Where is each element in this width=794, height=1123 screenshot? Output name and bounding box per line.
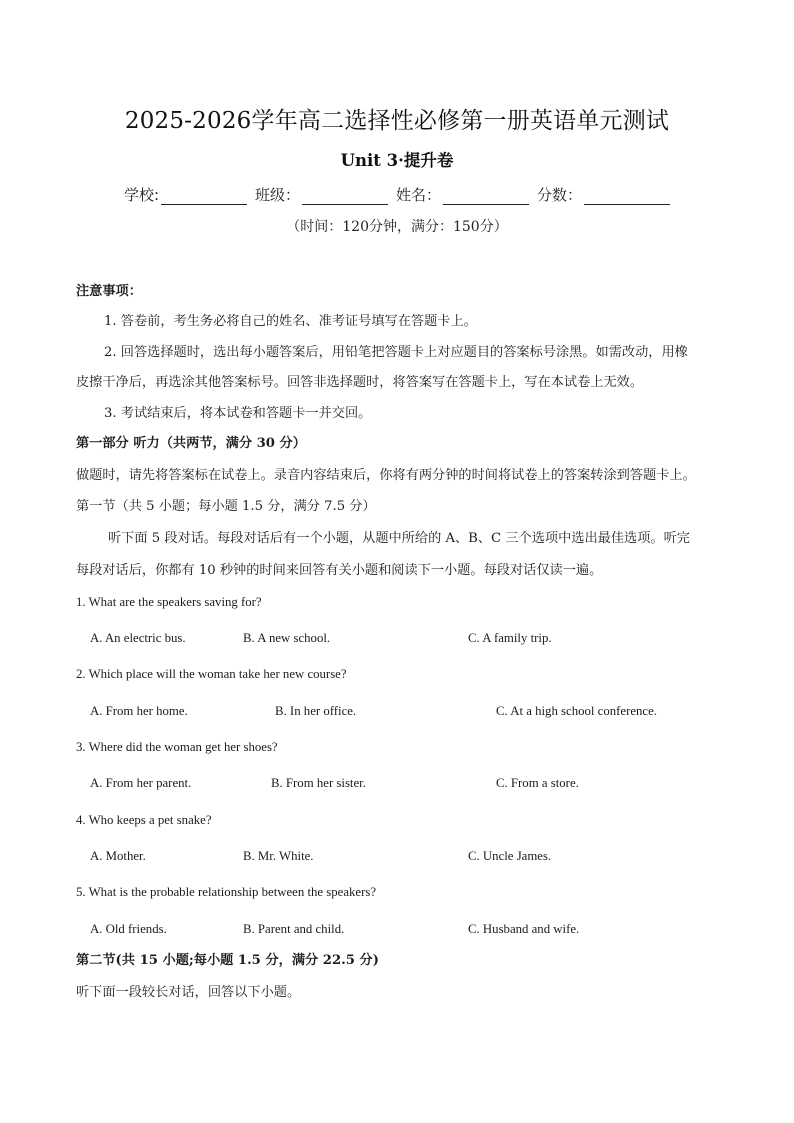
score-label: 分数：	[537, 186, 583, 204]
class-field	[255, 184, 388, 205]
question-2-option-a: A. From her home.	[90, 704, 188, 718]
question-3: 3. Where did the woman get her shoes?	[76, 740, 278, 754]
section2-heading: 第二节(共 15 小题;每小题 1.5 分，满分 22.5 分)	[76, 953, 379, 968]
student-info-row	[0, 184, 794, 205]
page-title: 2025-2026学年高二选择性必修第一册英语单元测试	[124, 108, 670, 134]
school-field	[124, 184, 247, 205]
school-label: 学校:	[123, 186, 159, 204]
question-3-option-c: C. From a store.	[496, 776, 579, 790]
score-field	[537, 184, 670, 205]
name-blank	[443, 187, 529, 205]
score-blank	[584, 187, 670, 205]
question-1-option-a: A. An electric bus.	[90, 631, 186, 645]
question-1: 1. What are the speakers saving for?	[76, 595, 262, 609]
name-field	[396, 184, 529, 205]
section2-intro: 听下面一段较长对话，回答以下小题。	[76, 985, 301, 1000]
question-4-option-c: C. Uncle James.	[468, 849, 552, 863]
page-subtitle: Unit 3·提升卷	[340, 151, 454, 170]
question-3-option-b: B. From her sister.	[271, 776, 366, 790]
notice-item-3: 3. 考试结束后，将本试卷和答题卡一并交回。	[104, 406, 372, 421]
notice-item-2-cont: 皮擦干净后，再选涂其他答案标号。回答非选择题时，将答案写在答题卡上，写在本试卷上无效。	[76, 375, 644, 390]
class-blank	[302, 187, 388, 205]
question-4-option-b: B. Mr. White.	[243, 849, 314, 863]
question-2-option-b: B. In her office.	[275, 704, 357, 718]
time-info: （时间：120分钟，满分：150分）	[286, 219, 508, 235]
notice-item-1: 1. 答卷前，考生务必将自己的姓名、准考证号填写在答题卡上。	[104, 314, 477, 329]
name-label: 姓名：	[396, 186, 442, 204]
question-2: 2. Which place will the woman take her new course?	[76, 667, 347, 681]
question-1-option-b: B. A new school.	[243, 631, 331, 645]
part1-instruction: 做题时，请先将答案标在试卷上。录音内容结束后，你将有两分钟的时间将试卷上的答案转涂到答题卡上。	[76, 468, 696, 483]
question-5: 5. What is the probable relationship between the speakers?	[76, 885, 377, 899]
section1-heading: 第一节（共 5 小题；每小题 1.5 分，满分 7.5 分）	[76, 499, 376, 514]
section1-intro-line1: 听下面 5 段对话。每段对话后有一个小题，从题中所给的 A、B、C 三个选项中选出最佳选项。听完	[108, 531, 690, 546]
question-4-option-a: A. Mother.	[90, 849, 146, 863]
notice-heading: 注意事项：	[76, 284, 142, 299]
part1-heading: 第一部分 听力（共两节，满分 30 分）	[76, 436, 306, 451]
question-5-option-b: B. Parent and child.	[243, 922, 345, 936]
class-label: 班级：	[255, 186, 301, 204]
question-3-option-a: A. From her parent.	[90, 776, 192, 790]
section1-intro-line2: 每段对话后，你都有 10 秒钟的时间来回答有关小题和阅读下一小题。每段对话仅读一遍。	[76, 563, 603, 578]
question-1-option-c: C. A family trip.	[468, 631, 552, 645]
question-4: 4. Who keeps a pet snake?	[76, 813, 212, 827]
question-2-option-c: C. At a high school conference.	[496, 704, 657, 718]
question-5-option-c: C. Husband and wife.	[468, 922, 580, 936]
school-blank	[161, 187, 247, 205]
question-5-option-a: A. Old friends.	[90, 922, 167, 936]
notice-item-2: 2. 回答选择题时，选出每小题答案后，用铅笔把答题卡上对应题目的答案标号涂黑。如需改动，用橡	[104, 345, 688, 360]
